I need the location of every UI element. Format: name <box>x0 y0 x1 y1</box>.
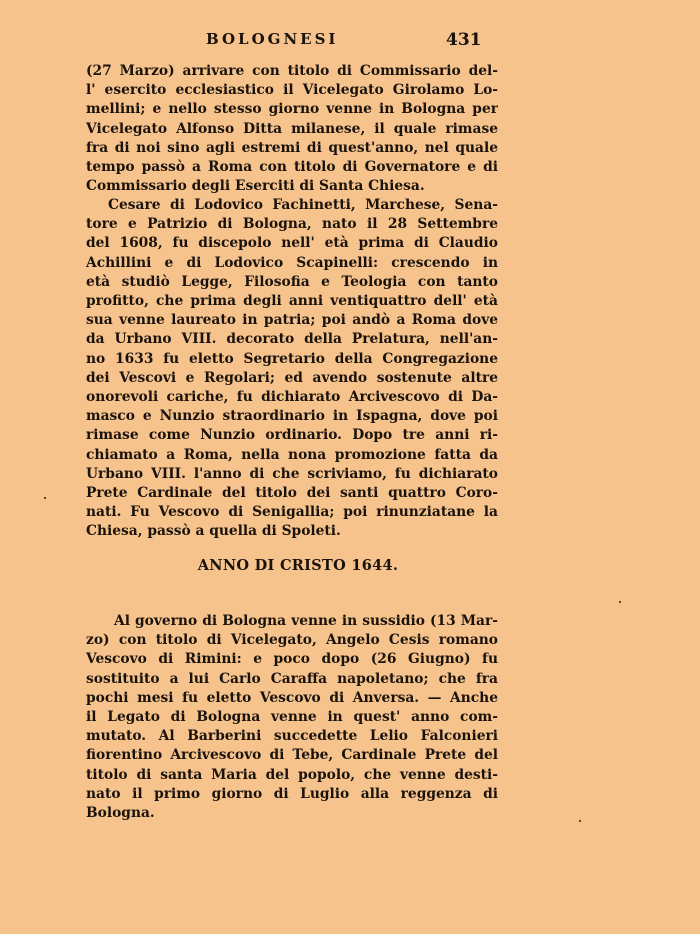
text-line: mutato. Al Barberini succedette Lelio Falconieri <box>86 728 498 745</box>
text-line: fra di noi sino agli estremi di quest'anno, nel quale <box>86 139 498 156</box>
running-head: BOLOGNESI <box>206 30 339 48</box>
text-line: tempo passò a Roma con titolo di Governatore e di <box>86 159 498 176</box>
text-line: l' esercito ecclesiastico il Vicelegato Girolamo Lo- <box>86 82 498 99</box>
text-line: Al governo di Bologna venne in sussidio (13 Mar- <box>114 613 498 629</box>
paragraph-fachinetti <box>86 196 498 542</box>
section-heading-text: ANNO DI CRISTO 1644. <box>197 557 399 574</box>
text-line: pochi mesi fu eletto Vescovo di Anversa. — Anche <box>86 689 498 706</box>
paragraph-anno-1644 <box>86 612 498 823</box>
paragraph-continuation <box>86 62 498 196</box>
paper-speck <box>579 820 581 822</box>
text-line: rimase come Nunzio ordinario. Dopo tre anni ri- <box>86 427 498 444</box>
text-line: da Urbano VIII. decorato della Prelatura, nell'an- <box>86 331 498 348</box>
text-line: sua venne laureato in patria; poi andò a Roma dove <box>86 312 498 329</box>
text-line: zo) con titolo di Vicelegato, Angelo Cesis romano <box>86 632 498 649</box>
text-line: (27 Marzo) arrivare con titolo di Commissario del- <box>86 63 498 79</box>
text-line: mellini; e nello stesso giorno venne in Bologna per <box>86 101 498 118</box>
text-line: onorevoli cariche, fu dichiarato Arcivescovo di Da- <box>86 389 498 406</box>
text-line: nati. Fu Vescovo di Senigallia; poi rinunziatane la <box>86 504 498 521</box>
text-line: sostituito a lui Carlo Caraffa napoletano; che fra <box>86 670 498 687</box>
text-line: no 1633 fu eletto Segretario della Congregazione <box>86 350 498 367</box>
text-line: Achillini e di Lodovico Scapinelli: crescendo in <box>86 254 498 271</box>
text-line: Vescovo di Rimini: e poco dopo (26 Giugno) fu <box>86 651 498 668</box>
section-heading <box>0 557 700 574</box>
text-line: età studiò Legge, Filosofia e Teologia con tanto <box>86 273 498 290</box>
text-line: Bologna. <box>86 805 155 822</box>
text-line: Chiesa, passò a quella di Spoleti. <box>86 523 341 540</box>
text-line: Cesare di Lodovico Fachinetti, Marchese, Sena- <box>108 197 498 213</box>
text-line: Commissario degli Eserciti di Santa Chiesa. <box>86 178 425 195</box>
paper-speck <box>44 497 46 499</box>
text-line: chiamato a Roma, nella nona promozione fatta da <box>86 446 498 463</box>
text-line: il Legato di Bologna venne in quest' anno com- <box>86 709 498 726</box>
text-line: profitto, che prima degli anni ventiquattro dell' età <box>86 293 498 310</box>
text-line: titolo di santa Maria del popolo, che venne desti- <box>86 766 498 783</box>
text-line: tore e Patrizio di Bologna, nato il 28 Settembre <box>86 216 498 233</box>
text-line: dei Vescovi e Regolari; ed avendo sostenute altre <box>86 369 498 386</box>
text-line: fiorentino Arcivescovo di Tebe, Cardinale Prete del <box>86 747 498 764</box>
text-line: Urbano VIII. l'anno di che scriviamo, fu dichiarato <box>86 465 498 482</box>
text-line: del 1608, fu discepolo nell' età prima di Claudio <box>86 235 498 252</box>
text-line: Prete Cardinale del titolo dei santi quattro Coro- <box>86 485 498 502</box>
text-line: masco e Nunzio straordinario in Ispagna, dove poi <box>86 408 498 425</box>
paper-speck <box>619 601 621 603</box>
page-number: 431 <box>446 30 482 50</box>
text-line: Vicelegato Alfonso Ditta milanese, il quale rimase <box>86 120 498 137</box>
text-line: nato il primo giorno di Luglio alla reggenza di <box>86 785 498 802</box>
